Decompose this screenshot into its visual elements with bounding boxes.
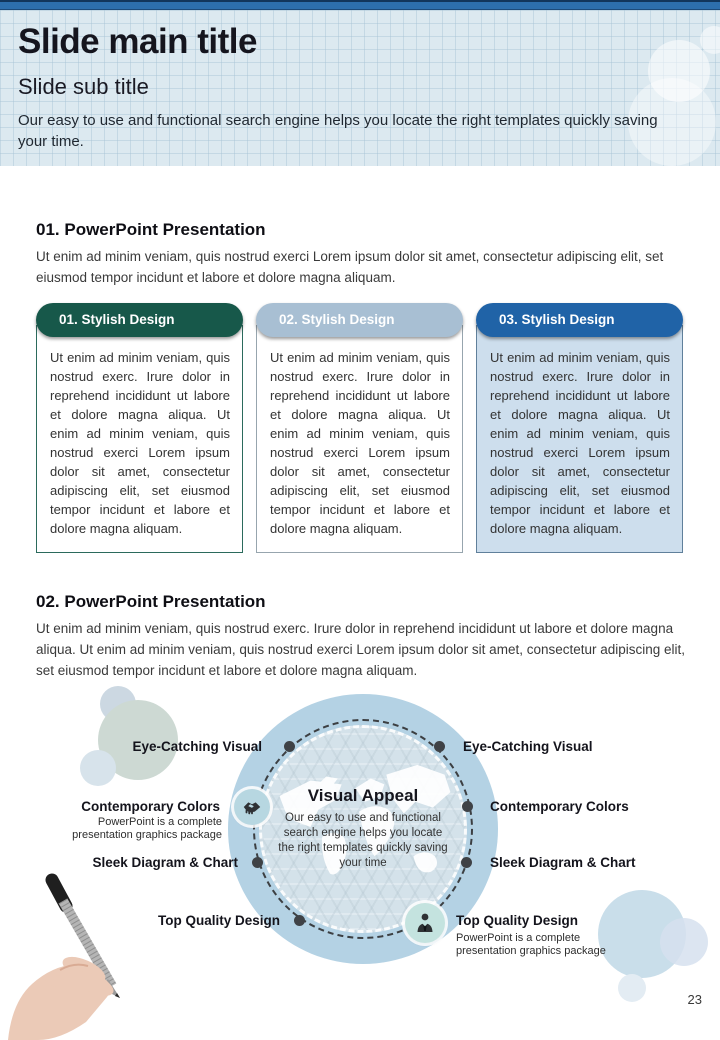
deco-circle — [618, 974, 646, 1002]
header-deco-circle — [648, 40, 710, 102]
deco-circle — [660, 918, 708, 966]
stylish-design-cards — [36, 303, 684, 553]
diagram-label-right-contemporary: Contemporary Colors — [490, 799, 629, 814]
businessperson-icon — [405, 903, 445, 943]
section-1-heading: 01. PowerPoint Presentation — [36, 220, 266, 239]
card-stylish-design-02 — [256, 303, 463, 553]
diagram-label-left-sleek: Sleek Diagram & Chart — [92, 855, 238, 870]
section-1-body: Ut enim ad minim veniam, quis nostrud exerci Lorem ipsum dolor sit amet, consectetur adipiscing elit, set eiusmod tempor incidunt et labore et dolore magna aliquam. — [36, 249, 664, 285]
diagram-label-right-eye-catching: Eye-Catching Visual — [463, 739, 593, 754]
header-description: Our easy to use and functional search engine helps you locate the right templates quickly saving your time. — [18, 112, 658, 150]
page-title: Slide main title — [18, 22, 257, 61]
handshake-icon — [234, 789, 270, 825]
page-subtitle: Slide sub title — [18, 74, 149, 99]
diagram-label-right-sleek: Sleek Diagram & Chart — [490, 855, 636, 870]
card-title-badge: 02. Stylish Design — [256, 303, 463, 337]
diagram-label-left-contemporary: Contemporary Colors — [81, 799, 220, 814]
card-stylish-design-01 — [36, 303, 243, 553]
card-body-text: Ut enim ad minim veniam, quis nostrud exerc. Irure dolor in reprehend incididunt ut labore et dolore magna aliqua. Ut enim ad minim veniam, quis nostrud exerci Lorem ipsum dolor sit amet, consectetur adipiscing elit, set eiusmod tempor incidunt et labore et dolore magna aliquam. — [256, 325, 463, 553]
diagram-label-right-top-quality: Top Quality Design — [456, 913, 579, 928]
diagram-label-left-eye-catching: Eye-Catching Visual — [132, 739, 262, 754]
card-stylish-design-03 — [476, 303, 683, 553]
ring-dot — [461, 857, 472, 868]
header-deco-circle — [700, 26, 720, 54]
deco-circle — [80, 750, 116, 786]
ring-dot — [462, 801, 473, 812]
card-title-badge: 03. Stylish Design — [476, 303, 683, 337]
diagram-sublabel-right: PowerPoint is a complete presentation graphics package — [456, 932, 606, 957]
diagram-center-text: Our easy to use and functional search engine helps you locate the right templates quickly saving your time — [278, 812, 448, 869]
diagram-sublabel-left: PowerPoint is a complete presentation graphics package — [72, 816, 222, 841]
ring-dot — [252, 857, 263, 868]
page-number: 23 — [687, 992, 702, 1007]
card-body-text: Ut enim ad minim veniam, quis nostrud exerc. Irure dolor in reprehend incididunt ut labore et dolore magna aliqua. Ut enim ad minim veniam, quis nostrud exerci Lorem ipsum dolor sit amet, consectetur adipiscing elit, set eiusmod tempor incidunt et labore et dolore magna aliquam. — [476, 325, 683, 553]
section-2-heading: 02. PowerPoint Presentation — [36, 592, 266, 611]
section-2-body: Ut enim ad minim veniam, quis nostrud exerc. Irure dolor in reprehend incididunt ut labore et dolore magna aliqua. Ut enim ad minim veniam, quis nostrud exerci Lorem ipsum dolor sit amet, consectetur adipiscing elit, set eiusmod tempor incidunt et labore et dolore magna aliquam. — [36, 621, 686, 678]
diagram-center-title: Visual Appeal — [307, 786, 419, 805]
diagram-label-left-top-quality: Top Quality Design — [157, 913, 280, 928]
slide-header — [0, 10, 720, 166]
ring-dot — [434, 741, 445, 752]
card-title-badge: 01. Stylish Design — [36, 303, 243, 337]
hand-with-pen-image — [0, 870, 162, 1040]
card-body-text: Ut enim ad minim veniam, quis nostrud exerc. Irure dolor in reprehend incididunt ut labore et dolore magna aliqua. Ut enim ad minim veniam, quis nostrud exerci Lorem ipsum dolor sit amet, consectetur adipiscing elit, set eiusmod tempor incidunt et labore et dolore magna aliquam. — [36, 325, 243, 553]
ring-dot — [284, 741, 295, 752]
top-accent-bar — [0, 0, 720, 10]
ring-dot — [294, 915, 305, 926]
